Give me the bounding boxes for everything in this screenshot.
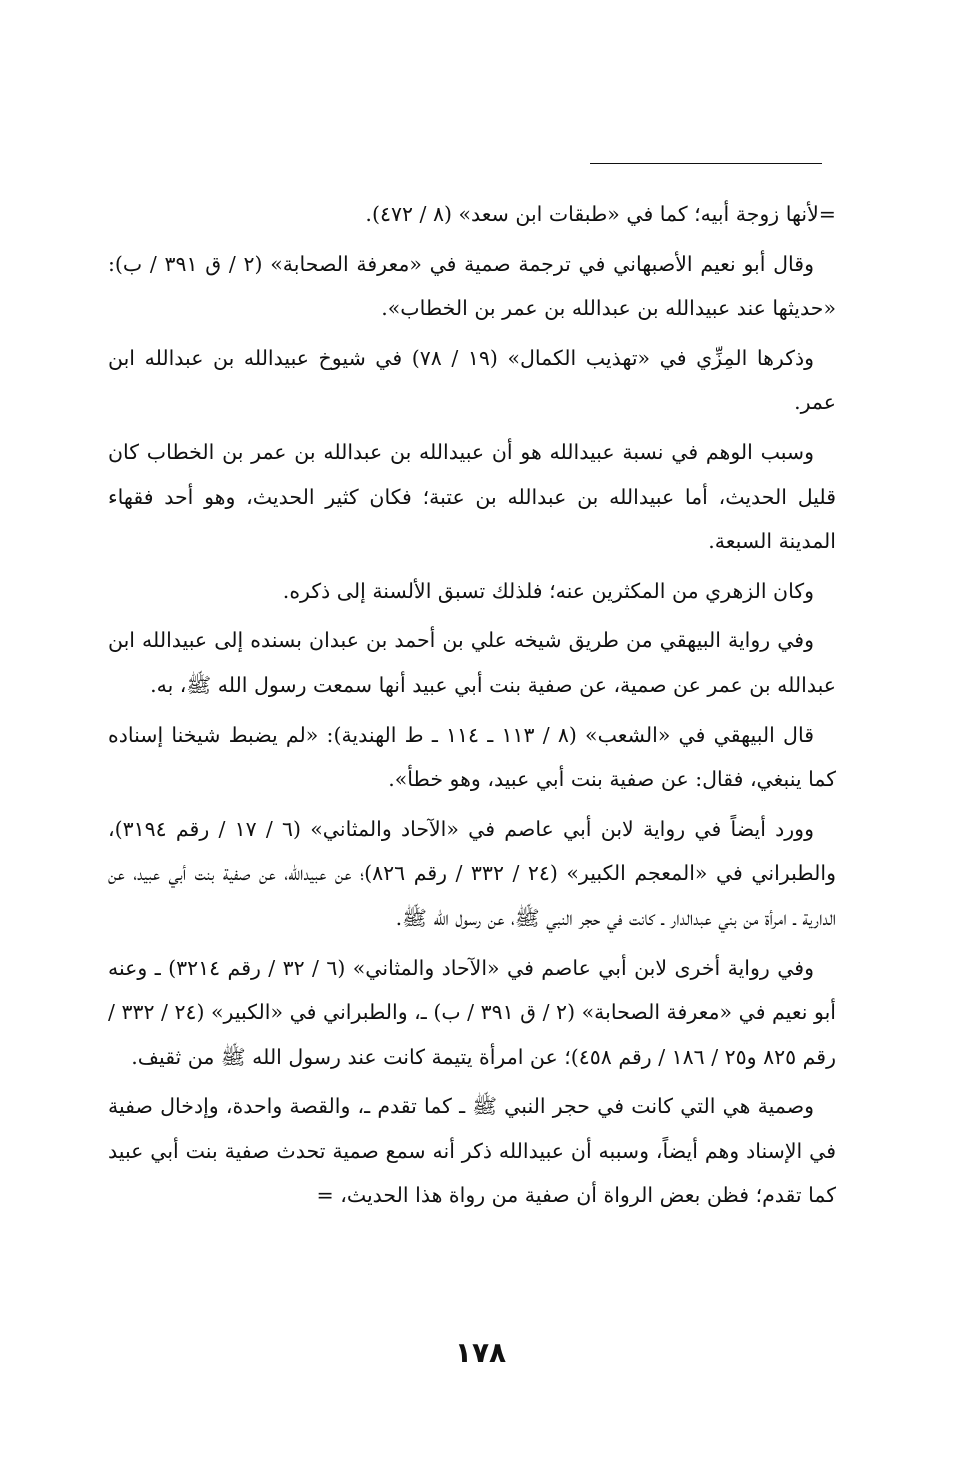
footnote-separator-rule [590, 163, 822, 164]
paragraph-3: وذكرها المِزِّي في «تهذيب الكمال» (١٩ / ٧٨) في شيوخ عبيدالله بن عبدالله ابن عمر. [108, 345, 836, 415]
paragraph-8: وورد أيضاً في رواية لابن أبي عاصم في «الآحاد والمثاني» (٦ / ١٧ / رقم ٣١٩٤)، والطبراني في «المعجم الكبير» (٢٤ / ٣٣٢ / رقم ٨٢٦)؛ عن عبيدالله، عن صفية بنت أبي عبيد، عن الدارية ـ امرأة من بني عبدالدار ـ كانت في حجر النبي ﷺ، عن رسول الله ﷺ. [108, 816, 836, 930]
paragraph-2: وقال أبو نعيم الأصبهاني في ترجمة صمية في «معرفة الصحابة» (٢ / ق ٣٩١ / ب): «حديثها عند عبيدالله بن عبدالله بن عمر بن الخطاب». [108, 251, 836, 321]
paragraph-9: وفي رواية أخرى لابن أبي عاصم في «الآحاد والمثاني» (٦ / ٣٢ / رقم ٣٢١٤) ـ وعنه أبو نعيم في «معرفة الصحابة» (٢ / ق ٣٩١ / ب) ـ، والطبراني في «الكبير» (٢٤ / ٣٣٢ / رقم ٨٢٥ و٢٥ / ١٨٦ / رقم ٤٥٨)؛ عن امرأة يتيمة كانت عند رسول الله ﷺ من ثقيف. [108, 955, 836, 1069]
paragraph-5: وكان الزهري من المكثرين عنه؛ فلذلك تسبق الألسنة إلى ذكره. [282, 578, 814, 603]
paragraph-7: قال البيهقي في «الشعب» (٨ / ١١٣ ـ ١١٤ ـ ط الهندية): «لم يضبط شيخنا إسناده كما ينبغي، فقال: عن صفية بنت أبي عبيد، وهو خطأ». [108, 722, 836, 792]
page-number: ١٧٨ [454, 1336, 507, 1369]
paragraph-10: وصمية هي التي كانت في حجر النبي ﷺ ـ كما تقدم ـ، والقصة واحدة، وإدخال صفية في الإسناد وهم أيضاً، وسببه أن عبيدالله ذكر أنه سمع صمية تحدث صفية بنت أبي عبيد كما تقدم؛ فظن بعض الرواة أن صفية من رواة هذا الحديث، = [108, 1094, 836, 1208]
footnote-text-block [108, 192, 836, 1223]
paragraph-4: وسبب الوهم في نسبة عبيدالله هو أن عبيدالله بن عبدالله بن عمر بن الخطاب كان قليل الحديث، أما عبيدالله بن عبدالله بن عتبة؛ فكان كثير الحديث، وهو أحد فقهاء المدينة السبعة. [108, 439, 836, 554]
paragraph-1: =لأنها زوجة أبيه؛ كما في «طبقات ابن سعد» (٨ / ٤٧٢). [365, 202, 836, 226]
paragraph-6: وفي رواية البيهقي من طريق شيخه علي بن أحمد بن عبدان بسنده إلى عبيدالله ابن عبدالله بن عمر عن صمية، عن صفية بنت أبي عبيد أنها سمعت رسول الله ﷺ، به. [108, 628, 836, 697]
